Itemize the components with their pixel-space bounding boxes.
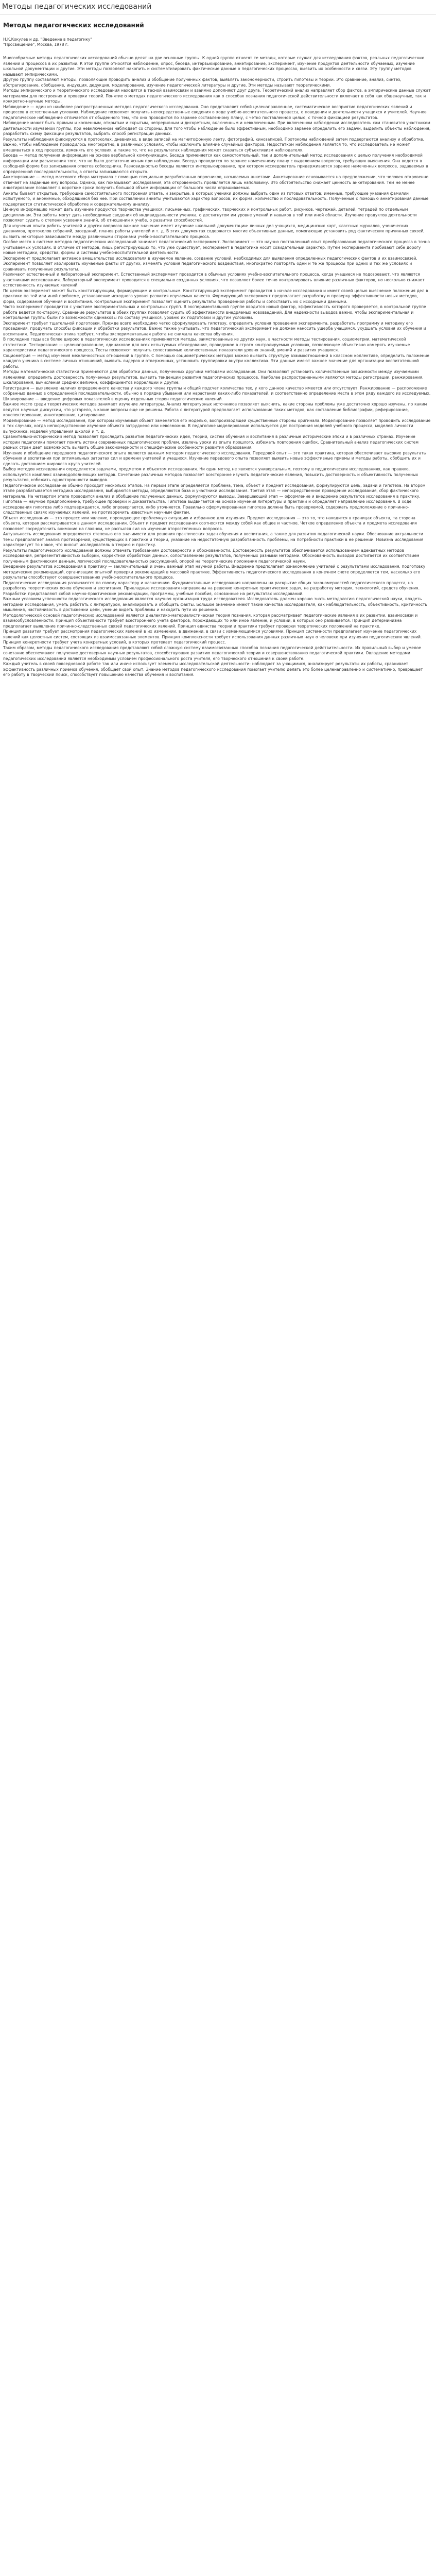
paragraph: Методологической основой педагогических исследований является диалектико-материалистическая теория познания, которая рассматривает педагогические явления в их развитии, взаимосвязи и взаимообусловленности. Принцип объективности требует всестороннего учета факторов, порождающих то или иное явление, и условий, в которых оно развивается. Принцип детерминизма предполагает выявление причинно-следственных связей педагогических явлений. Принцип единства теории и практики требует проверки теоретических положений на практике.	[3, 613, 418, 629]
paragraph: В последние годы все более широко в педагогических исследованиях применяются методы, заимствованные из других наук, в частности методы тестирования, социометрии, математической статистики. Тестирование — целенаправленное, одинаковое для всех испытуемых обследование, проводимое в строго контролируемых условиях, позволяющее объективно измерять изучаемые характеристики педагогического процесса. Тесты позволяют получить сопоставимые количественные показатели уровня знаний, умений и развития учащихся.	[3, 337, 410, 352]
paragraph: Актуальность исследования определяется степенью его значимости для решения практических задач обучения и воспитания, а также для развития педагогической науки. Обоснование актуальности темы предполагает анализ противоречий, существующих в практике и теории, указание на недостаточную разработанность проблемы, на потребности практики в ее решении. Новизна исследования характеризует то новое, что вносит исследователь в теорию и практику.	[3, 532, 424, 547]
paragraph: Выбор методов исследования определяется задачами, предметом и объектом исследования. Ни один метод не является универсальным, поэтому в педагогических исследованиях, как правило, используется комплекс взаимодополняющих методов. Сочетание различных методов позволяет всесторонне изучить педагогические явления, повысить достоверность и объективность полученных результатов, избежать односторонности выводов.	[3, 467, 418, 482]
article-publisher: "Просвещение", Москва, 1978 г.	[3, 42, 69, 47]
paragraph: Важное место среди теоретических методов занимает изучение литературы. Анализ литературных источников позволяет выяснить, какие стороны проблемы уже достаточно хорошо изучены, по каким ведутся научные дискуссии, что устарело, а какие вопросы еще не решены. Работа с литературой предполагает использование таких методов, как составление библиографии, реферирование, конспектирование, аннотирование, цитирование.	[3, 402, 427, 417]
paragraph: Педагогическое исследование обычно проходит несколько этапов. На первом этапе определяется проблема, тема, объект и предмет исследования, формулируются цель, задачи и гипотеза. На втором этапе разрабатывается методика исследования, выбираются методы, определяются база и участники исследования. Третий этап — непосредственное проведение исследования, сбор фактического материала. На четвертом этапе проводится анализ и обобщение полученных данных, формулируются выводы. Завершающий этап — оформление и внедрение результатов исследования в практику.	[3, 483, 426, 499]
paragraph: Важным условием успешности педагогического исследования является научная организация труда исследователя. Исследователь должен хорошо знать методологию педагогической науки, владеть методами исследования, уметь работать с литературой, анализировать и обобщать факты. Большое значение имеют такие качества исследователя, как наблюдательность, объективность, критичность мышления, настойчивость в достижении цели, умение видеть проблемы и находить пути их решения.	[3, 597, 427, 612]
paragraph: Для изучения опыта работы учителей и других вопросов важное значение имеет изучение школьной документации: личных дел учащихся, медицинских карт, классных журналов, ученических дневников, протоколов собраний, заседаний, планов работы учителей и т. д. В этих документах содержатся многие объективные данные, помогающие установить ряд фактических причинных связей, выявить некоторые зависимости между различными сторонами учебно-воспитательного процесса.	[3, 223, 425, 239]
paragraph: Результаты наблюдения фиксируются в протоколах, дневниках, в виде записей на магнитофонную ленту, фотографий, кинозаписей. Протоколы наблюдений затем подвергаются анализу и обработке. Важно, чтобы наблюдение проводилось многократно, в различных условиях, чтобы исключить влияние случайных факторов. Недостатком наблюдения является то, что исследователь не может вмешиваться в ход процесса, изменять его условия, а также то, что на результатах наблюдения может сказаться субъективизм наблюдателя.	[3, 137, 424, 152]
paragraph: Таким образом, методы педагогического исследования представляют собой сложную систему взаимосвязанных способов познания педагогической действительности. Их правильный выбор и умелое сочетание обеспечивают получение достоверных научных результатов, способствующих развитию педагогической теории и совершенствованию педагогической практики. Овладение методами педагогических исследований является необходимым условием профессионального роста учителя, его творческого отношения к своей работе.	[3, 645, 421, 661]
article	[0, 21, 436, 678]
paragraph: Сравнительно-исторический метод позволяет проследить развитие педагогических идей, теорий, систем обучения и воспитания в различные исторические эпохи и в различных странах. Изучение истории педагогики помогает понять истоки современных педагогических проблем, извлечь уроки из опыта прошлого, избежать повторения ошибок. Сравнительный анализ педагогических систем разных стран дает возможность выявить общие закономерности и специфические особенности развития образования.	[3, 434, 419, 450]
paragraph: Моделирование — метод исследования, при котором изучаемый объект заменяется его моделью, воспроизводящей существенные стороны оригинала. Моделирование позволяет проводить исследование в тех случаях, когда непосредственное изучение объекта затруднено или невозможно. В педагогике моделирование используется для построения моделей учебного процесса, моделей личности выпускника, моделей управления школой и т. д.	[3, 418, 431, 434]
paragraph: Наблюдение — один из наиболее распространенных методов педагогического исследования. Оно представляет собой целенаправленное, систематическое восприятие педагогических явлений и процессов в естественных условиях. Наблюдение позволяет получить непосредственные сведения о ходе учебно-воспитательного процесса, о поведении и деятельности учащихся и учителей. Научное педагогическое наблюдение отличается от обыденного тем, что оно проводится по заранее составленному плану, с четко поставленной целью, с точной фиксацией результатов.	[3, 104, 427, 120]
paragraph: Каждый учитель в своей повседневной работе так или иначе использует элементы исследовательской деятельности: наблюдает за учащимися, анализирует результаты их работы, сравнивает эффективность различных приемов обучения, обобщает свой опыт. Знание методов педагогического исследования помогает учителю делать это более целенаправленно и систематично, превращает его работу в творческий поиск, способствует повышению качества обучения и воспитания.	[3, 662, 423, 677]
article-body	[3, 56, 431, 678]
paragraph: Ценную информацию может дать изучение продуктов творчества учащихся: письменных, графических, творческих и контрольных работ, рисунков, чертежей, деталей, тетрадей по отдельным дисциплинам. Эти работы могут дать необходимые сведения об индивидуальности ученика, о достигнутом им уровне умений и навыков в той или иной области. Изучение продуктов деятельности позволяет судить о степени усвоения знаний, об отношении к учебе, о развитии способностей.	[3, 207, 417, 223]
window-title-bar	[0, 1, 436, 14]
paragraph: Многообразные методы педагогических исследований обычно делят на две основные группы. К одной группе относят те методы, которые служат для исследования фактов, реальных педагогических явлений и процессов в их развитии. К этой группе относятся наблюдение, опрос, беседа, интервьюирование, анкетирование, эксперимент, изучение продуктов деятельности обучаемых, изучение школьной документации и другие. Эти методы позволяют накопить и систематизировать фактические данные о педагогических процессах, выявить их особенности и связи. Эту группу методов называют эмпирическими.	[3, 56, 424, 77]
paragraph: Часто эксперимент проводится с участием экспериментальных и контрольных групп. В экспериментальной группе вводится новый фактор, эффективность которого проверяется, в контрольной группе работа ведется по-старому. Сравнение результатов в обеих группах позволяет судить об эффективности внедряемых нововведений. Для надежности выводов важно, чтобы экспериментальная и контрольная группы были по возможности одинаковы по составу учащихся, уровню их подготовки и другим условиям.	[3, 304, 426, 320]
paragraph: Принцип развития требует рассмотрения педагогических явлений в их изменении, в движении, в связи с изменяющимися условиями. Принцип системности предполагает изучение педагогических явлений как целостных систем, состоящих из взаимосвязанных элементов. Принцип комплексности требует использования данных различных наук о человеке при изучении педагогических явлений. Принцип конкретности требует учета конкретных условий, в которых протекает педагогический процесс.	[3, 629, 422, 645]
paragraph: Педагогические исследования различаются по своему характеру и назначению. Фундаментальные исследования направлены на раскрытие общих закономерностей педагогического процесса, на разработку теоретических основ обучения и воспитания. Прикладные исследования направлены на решение конкретных практических задач, на разработку методик, технологий, средств обучения. Разработки представляют собой научно-практические рекомендации, программы, учебные пособия, основанные на результатах исследований.	[3, 580, 420, 596]
article-authors: Н.К.Кокулев и др. "Введение в педагогику"	[3, 37, 92, 42]
paragraph: Наблюдение может быть прямым и косвенным, открытым и скрытым, непрерывным и дискретным, включенным и невключенным. При включенном наблюдении исследователь сам становится участником деятельности изучаемой группы, при невключенном наблюдает со стороны. Для того чтобы наблюдение было эффективным, необходимо заранее определить его задачи, выделить объекты наблюдения, разработать схему фиксации результатов, выбрать способ регистрации данных.	[3, 121, 431, 136]
paragraph: Эксперимент предполагает активное вмешательство исследователя в изучаемое явление, создание условий, необходимых для выявления определенных педагогических фактов и их взаимосвязей. Эксперимент позволяет изолировать изучаемые факты от других, изменять условия педагогического воздействия, многократно повторять одни и те же процессы при одних и тех же условиях и сравнивать полученные результаты.	[3, 256, 417, 272]
paragraph: Объект исследования — это процесс или явление, порождающее проблемную ситуацию и избранное для изучения. Предмет исследования — это то, что находится в границах объекта, та сторона объекта, которая рассматривается в данном исследовании. Объект и предмет исследования соотносятся между собой как общее и частное. Четкое определение объекта и предмета исследования позволяет сосредоточить внимание на главном, не распыляя сил на изучение второстепенных вопросов.	[3, 515, 417, 531]
paragraph: Результаты педагогического исследования должны отвечать требованиям достоверности и обоснованности. Достоверность результатов обеспечивается использованием адекватных методов исследования, репрезентативностью выборки, корректной обработкой данных, сопоставлением результатов, полученных разными методами. Обоснованность выводов достигается их соответствием полученным фактическим данным, логической последовательностью рассуждений, опорой на теоретические положения педагогической науки.	[3, 548, 420, 564]
page-title: Методы педагогических исследований	[2, 3, 152, 11]
paragraph: Анкетирование — метод массового сбора материала с помощью специально разработанных опросников, называемых анкетами. Анкетирование основывается на предположении, что человек откровенно отвечает на заданные ему вопросы. Однако, как показывают исследования, эта откровенность проявляется лишь наполовину. Это обстоятельство снижает ценность анкетирования. Тем не менее анкетирование позволяет в короткие сроки получить большой объем информации от большого числа опрашиваемых.	[3, 175, 429, 190]
paragraph: Эксперимент требует тщательной подготовки. Прежде всего необходимо четко сформулировать гипотезу, определить условия проведения эксперимента, разработать программу и методику его проведения, продумать способы фиксации и обработки результатов. Важно также учитывать, что педагогический эксперимент не должен наносить ущерба учащимся, ухудшать условия их обучения и воспитания. Педагогическая этика требует, чтобы экспериментальная работа не снижала качества обучения.	[3, 320, 426, 336]
paragraph: Другую группу составляют методы, позволяющие проводить анализ и обобщение полученных фактов, выявлять закономерности, строить гипотезы и теории. Это сравнение, анализ, синтез, абстрагирование, обобщение, индукция, дедукция, моделирование, изучение педагогической литературы и другие. Эти методы называют теоретическими.	[3, 77, 402, 88]
paragraph: Регистрация — выявление наличия определенного качества у каждого члена группы и общий подсчет количества тех, у кого данное качество имеется или отсутствует. Ранжирование — расположение собранных данных в определенной последовательности, обычно в порядке убывания или нарастания каких-либо показателей, и соответственно определение места в этом ряду каждого из исследуемых. Шкалирование — введение цифровых показателей в оценку отдельных сторон педагогических явлений.	[3, 385, 431, 401]
paragraph: Внедрение результатов исследования в практику — заключительный и очень важный этап научной работы. Внедрение предполагает ознакомление учителей с результатами исследования, подготовку методических рекомендаций, организацию опытной проверки рекомендаций в массовой практике. Эффективность педагогического исследования в конечном счете определяется тем, насколько его результаты способствуют совершенствованию учебно-воспитательного процесса.	[3, 564, 426, 580]
paragraph: Анкеты бывают открытые, требующие самостоятельного построения ответа, и закрытые, в которых ученики должны выбрать один из готовых ответов; именные, требующие указания фамилии испытуемого, и анонимные, обходящиеся без нее. При составлении анкеты учитываются характер вопросов, их форма, количество и последовательность. Полученные с помощью анкетирования данные подвергаются статистической обработке и содержательному анализу.	[3, 191, 429, 207]
paragraph: Методы математической статистики применяются для обработки данных, полученных другими методами исследования. Они позволяют установить количественные зависимости между изучаемыми явлениями, определить достоверность полученных результатов, выявить тенденции развития педагогических процессов. Наиболее распространенными являются методы регистрации, ранжирования, шкалирования, вычисления средних величин, коэффициентов корреляции и другие.	[3, 369, 424, 385]
paragraph: Изучение и обобщение передового педагогического опыта является важным методом педагогического исследования. Передовой опыт — это такая практика, которая обеспечивает высокие результаты обучения и воспитания при оптимальных затратах сил и времени учителей и учащихся. Изучение передового опыта позволяет выявить новые эффективные приемы и методы работы, обобщить их и сделать достоянием широкого круга учителей.	[3, 450, 427, 466]
paragraph: Различают естественный и лабораторный эксперимент. Естественный эксперимент проводится в обычных условиях учебно-воспитательного процесса, когда учащиеся не подозревают, что являются участниками исследования. Лабораторный эксперимент проводится в специально созданных условиях, что позволяет более точно контролировать влияние различных факторов, но несколько снижает естественность изучаемых явлений.	[3, 272, 425, 287]
paragraph: Особое место в системе методов педагогических исследований занимает педагогический эксперимент. Эксперимент — это научно поставленный опыт преобразования педагогического процесса в точно учитываемых условиях. В отличие от методов, лишь регистрирующих то, что уже существует, эксперимент в педагогике носит созидательный характер. Путем эксперимента пробивают себе дорогу новые методики, средства, формы и системы учебно-воспитательной деятельности.	[3, 240, 430, 255]
paragraph: По целям эксперимент может быть констатирующим, формирующим и контрольным. Констатирующий эксперимент проводится в начале исследования и имеет своей целью выяснение положения дел в практике по той или иной проблеме, установление исходного уровня развития изучаемых качеств. Формирующий эксперимент предполагает разработку и проверку эффективности новых методов, форм, содержания обучения и воспитания. Контрольный эксперимент позволяет оценить результаты проведенной работы и сопоставить их с исходными данными.	[3, 288, 428, 304]
paragraph: Беседа — метод получения информации на основе вербальной коммуникации. Беседа применяется как самостоятельный, так и дополнительный метод исследования с целью получения необходимой информации или разъяснения того, что не было достаточно ясным при наблюдении. Беседа проводится по заранее намеченному плану с выделением вопросов, требующих выяснения. Она ведется в свободной форме без записывания ответов собеседника. Разновидностью беседы является интервьюирование, при котором исследователь придерживается заранее намеченных вопросов, задаваемых в определенной последовательности, а ответы записываются открыто.	[3, 153, 428, 174]
article-heading: Методы педагогических исследований	[3, 22, 144, 29]
paragraph: Гипотеза — научное предположение, требующее проверки и доказательства. Гипотеза выдвигается на основе изучения литературы и практики и определяет направление исследования. В ходе исследования гипотеза либо подтверждается, либо опровергается, либо уточняется. Правильно сформулированная гипотеза должна быть проверяемой, содержать предположение о причинно-следственных связях изучаемых явлений, не противоречить известным научным фактам.	[3, 499, 412, 515]
paragraph: Методы эмпирического и теоретического исследования находятся в тесной взаимосвязи и взаимно дополняют друг друга. Теоретический анализ направляет сбор фактов, а эмпирические данные служат материалом для построения и проверки теорий. Понятие о методах педагогического исследования как о способах познания педагогической действительности включает в себя как общенаучные, так и конкретно-научные методы.	[3, 88, 431, 104]
paragraph: Социометрия — метод изучения межличностных отношений в группе. С помощью социометрических методов можно выявить структуру взаимоотношений в классном коллективе, определить положение каждого ученика в системе личных отношений, выявить лидеров и отверженных, установить группировки внутри коллектива. Эти данные имеют важное значение для организации воспитательной работы.	[3, 353, 429, 369]
